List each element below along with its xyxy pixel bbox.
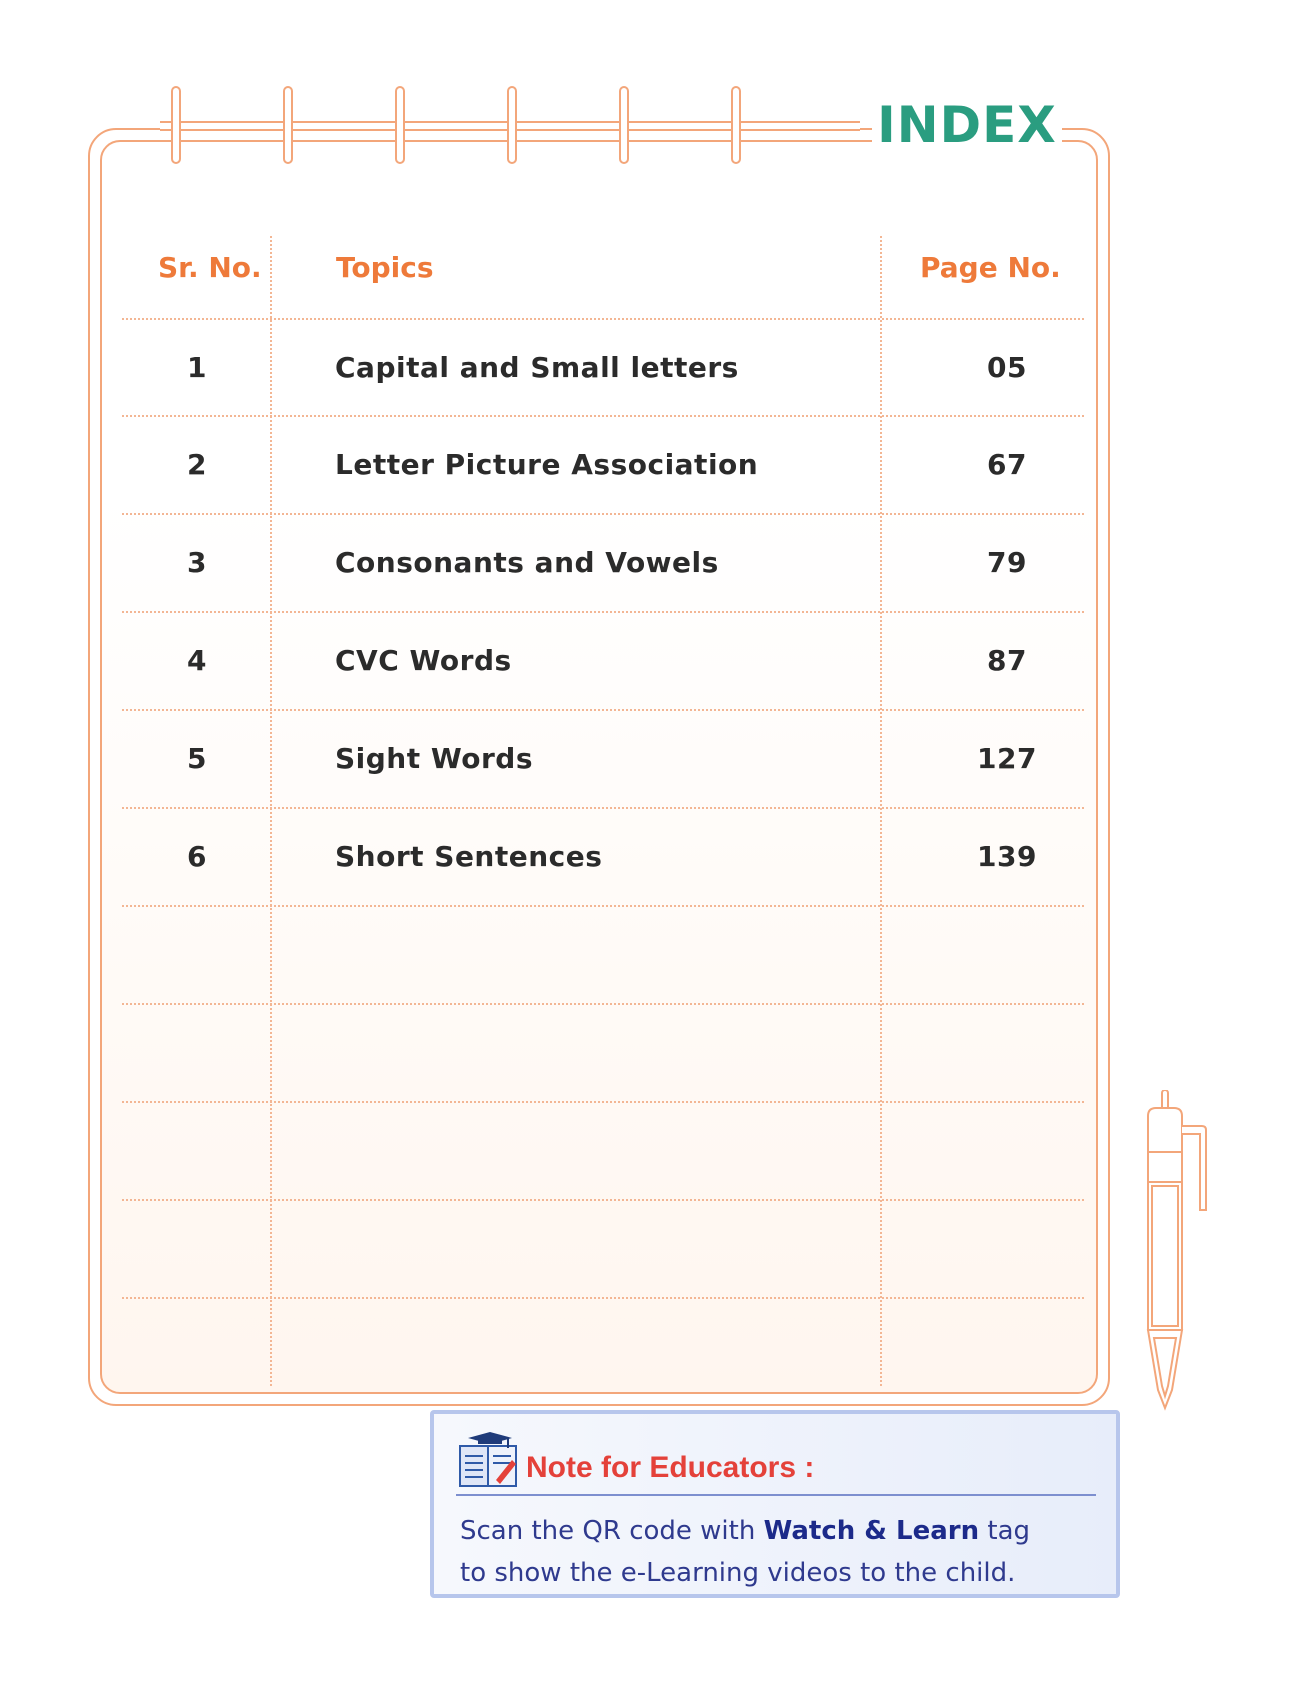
note-line-1 <box>460 1510 1110 1552</box>
column-header-topics: Topics <box>336 251 434 284</box>
row-divider <box>122 1297 1084 1299</box>
table-row <box>122 613 1084 709</box>
educator-note-box <box>430 1410 1120 1598</box>
row-number: 3 <box>187 546 207 579</box>
notebook-ring-icon <box>171 86 181 164</box>
notebook-ring-icon <box>395 86 405 164</box>
note-line-1-start: Scan the QR code with <box>460 1516 756 1546</box>
pen-icon <box>1140 1090 1230 1420</box>
row-topic: Letter Picture Association <box>335 448 759 481</box>
row-divider <box>122 1199 1084 1201</box>
table-row <box>122 515 1084 611</box>
watch-learn-tag: Watch & Learn <box>763 1516 980 1546</box>
row-topic: Capital and Small letters <box>335 351 739 384</box>
column-header-sr-no: Sr. No. <box>158 251 262 284</box>
row-number: 6 <box>187 840 207 873</box>
row-page: 79 <box>987 546 1027 579</box>
table-row <box>122 320 1084 416</box>
table-row <box>122 417 1084 513</box>
row-number: 4 <box>187 644 207 677</box>
notebook-ring-icon <box>619 86 629 164</box>
row-page: 139 <box>977 840 1037 873</box>
table-row <box>122 711 1084 807</box>
row-topic: Sight Words <box>335 742 534 775</box>
row-number: 1 <box>187 351 207 384</box>
row-page: 87 <box>987 644 1027 677</box>
row-page: 05 <box>987 351 1027 384</box>
row-topic: Consonants and Vowels <box>335 546 719 579</box>
notebook-ring-icon <box>507 86 517 164</box>
row-page: 67 <box>987 448 1027 481</box>
page-title: INDEX <box>872 95 1062 155</box>
note-title: Note for Educators : <box>526 1451 815 1484</box>
note-line-2: to show the e-Learning videos to the child. <box>460 1558 1016 1588</box>
row-topic: Short Sentences <box>335 840 603 873</box>
note-body <box>460 1510 1110 1594</box>
row-number: 5 <box>187 742 207 775</box>
row-page: 127 <box>977 742 1037 775</box>
column-header-page-no: Page No. <box>920 251 1061 284</box>
note-line-1-end: tag <box>987 1516 1031 1546</box>
book-scholar-icon <box>456 1430 522 1492</box>
row-divider <box>122 1003 1084 1005</box>
note-divider <box>456 1494 1096 1496</box>
row-number: 2 <box>187 448 207 481</box>
row-topic: CVC Words <box>335 644 512 677</box>
table-row <box>122 809 1084 905</box>
row-divider <box>122 1101 1084 1103</box>
notebook-ring-icon <box>731 86 741 164</box>
notebook-ring-icon <box>283 86 293 164</box>
row-divider <box>122 905 1084 907</box>
